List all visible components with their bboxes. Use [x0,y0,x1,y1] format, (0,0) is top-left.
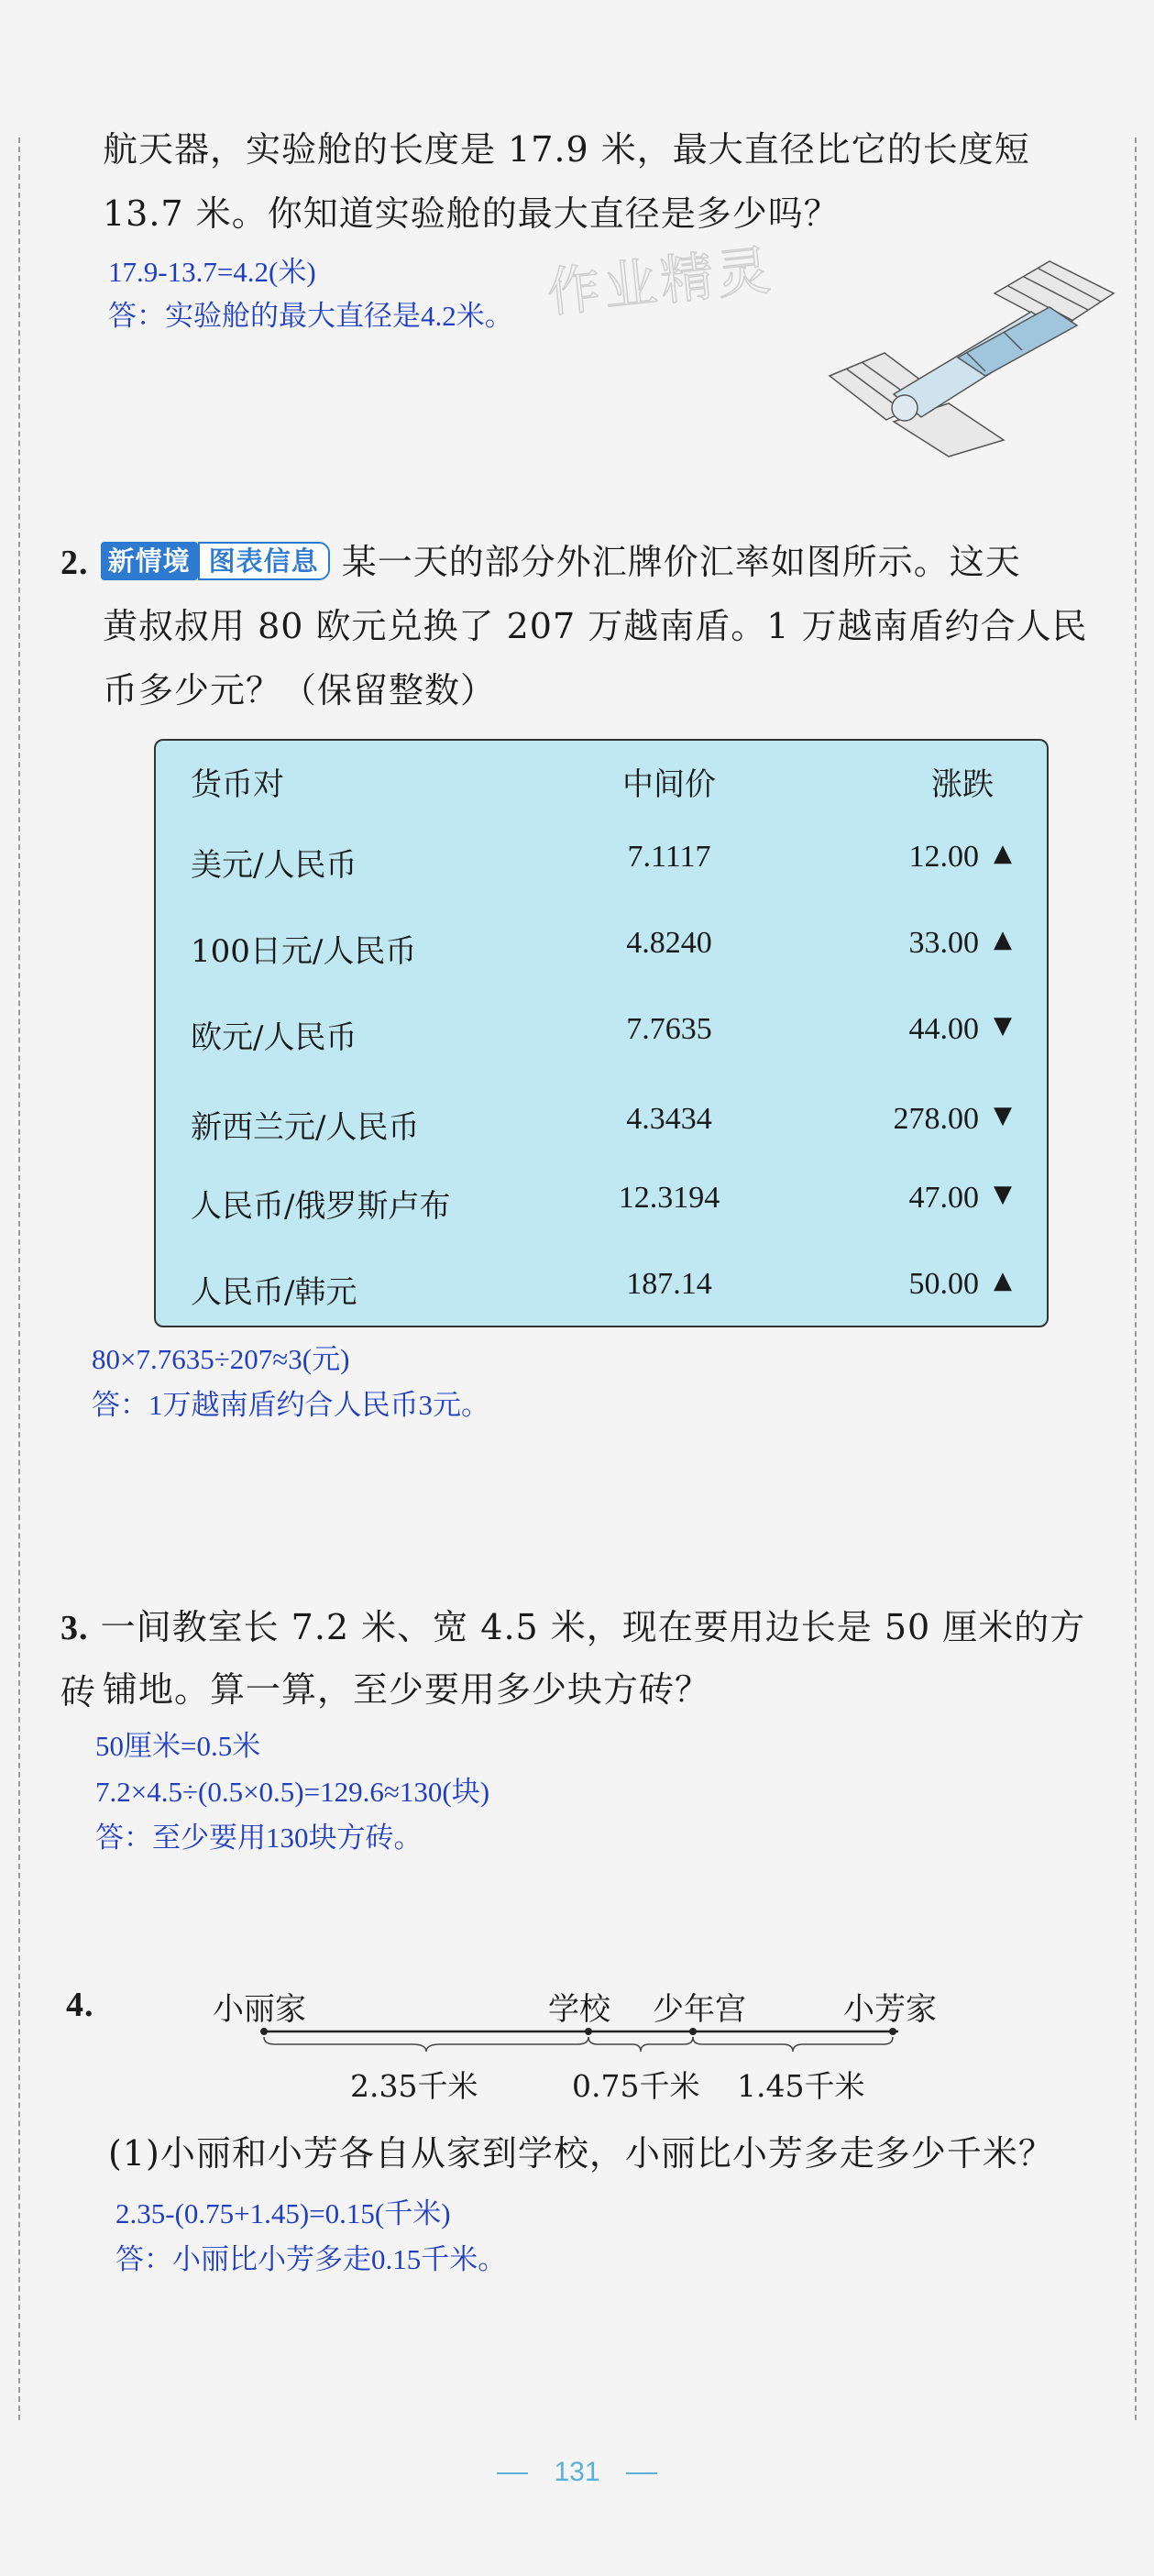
table-row [156,1012,1047,1067]
q1-line-2: 13.7 米。你知道实验舱的最大直径是多少吗？ [103,193,840,234]
place-youth-palace: 少年宫 [653,1991,746,2028]
q1-answer-text: 答：实验舱的最大直径是4.2米。 [108,300,513,332]
cell-change: 33.00 [908,926,979,960]
space-station-illustration [820,257,1132,458]
cell-change: 50.00 [908,1267,979,1301]
q3-answer-calc: 7.2×4.5÷(0.5×0.5)=129.6≈130(块) [95,1776,490,1808]
q2-answer-calc: 80×7.7635÷207≈3(元) [92,1343,350,1375]
table-row [156,1181,1047,1236]
q2-line-2: 黄叔叔用 80 欧元兑换了 207 万越南盾。1 万越南盾约合人民 [103,606,1088,646]
q3-line-2: 铺地。算一算，至少要用多少块方砖？ [103,1669,711,1710]
q2-line-1 [60,530,1115,595]
cell-mid: 7.1117 [627,840,711,874]
watermark-logo: 作业精灵 [544,238,777,325]
point-youth-palace [689,2028,697,2035]
cell-mid: 4.3434 [626,1102,712,1136]
cell-change: 44.00 [908,1012,979,1046]
up-arrow-icon: ▲ [994,1267,1012,1294]
q4-answer-calc: 2.35-(0.75+1.45)=0.15(千米) [115,2197,451,2229]
chart-info-tag: 图表信息 [198,542,330,580]
table-row [156,840,1047,895]
cell-pair: 人民币/俄罗斯卢布 [191,1188,451,1225]
down-arrow-icon: ▼ [994,1181,1012,1208]
q2-line-3: 币多少元？（保留整数） [103,670,497,710]
table-header [156,759,1047,814]
q2-number: 2. [60,544,89,582]
up-arrow-icon: ▲ [994,926,1012,953]
q3-line-1-text: 一间教室长 7.2 米、宽 4.5 米，现在要用边长是 50 厘米的方砖 [60,1607,1086,1712]
cell-pair: 欧元/人民币 [191,1019,357,1056]
place-xiaofang-home: 小芳家 [843,1991,937,2028]
page-num-dash-right [626,2472,657,2474]
down-arrow-icon: ▼ [994,1012,1012,1040]
q4-number: 4. [66,1986,94,2024]
up-arrow-icon: ▲ [994,840,1012,867]
cell-pair: 人民币/韩元 [191,1274,357,1311]
cell-change: 12.00 [908,840,979,874]
q3-answer-text: 答：至少要用130块方砖。 [95,1822,423,1854]
cell-mid: 12.3194 [618,1181,720,1215]
place-school: 学校 [548,1991,610,2028]
page-number: 131 [554,2457,600,2487]
header-change: 涨跌 [931,766,994,803]
exchange-rate-table [154,739,1049,1327]
cell-mid: 4.8240 [626,926,712,960]
q3-number: 3. [60,1609,89,1647]
header-mid: 中间价 [622,766,716,803]
table-row [156,1102,1047,1157]
q1-answer-calc: 17.9-13.7=4.2(米) [108,256,316,288]
cell-pair: 新西兰元/人民币 [191,1109,420,1146]
new-context-tag: 新情境 [101,542,198,580]
cell-pair: 100日元/人民币 [191,933,417,970]
q2-answer-text: 答：1万越南盾约合人民币3元。 [92,1389,489,1421]
distance-3: 1.45千米 [737,2068,865,2104]
page-footer [0,2457,1154,2488]
distance-2: 0.75千米 [572,2068,700,2104]
cell-pair: 美元/人民币 [191,847,357,884]
place-xiaoli-home: 小丽家 [213,1991,306,2028]
q1-line-1: 航天器，实验舱的长度是 17.9 米，最大直径比它的长度短 [103,129,1030,170]
right-dashed-margin [1135,138,1137,2420]
cell-mid: 187.14 [626,1267,712,1301]
header-pair: 货币对 [191,766,284,803]
cell-change: 278.00 [893,1102,979,1136]
point-xiaoli-home [260,2028,268,2035]
table-row [156,1267,1047,1322]
cell-change: 47.00 [908,1181,979,1215]
q2-line-1-text: 某一天的部分外汇牌价汇率如图所示。这天 [341,542,1021,582]
table-row [156,926,1047,981]
q4-sub-question-1: (1)小丽和小芳各自从家到学校，小丽比小芳多走多少千米？ [108,2133,1054,2174]
q4-answer-text: 答：小丽比小芳多走0.15千米。 [115,2243,507,2275]
cell-mid: 7.7635 [626,1012,712,1046]
page-num-dash-left [497,2472,528,2474]
left-dashed-margin [18,138,20,2420]
down-arrow-icon: ▼ [994,1102,1012,1129]
distance-1: 2.35千米 [350,2068,478,2104]
point-xiaofang-home [889,2028,896,2035]
q3-answer-conversion: 50厘米=0.5米 [95,1730,261,1762]
point-school [585,2028,592,2035]
